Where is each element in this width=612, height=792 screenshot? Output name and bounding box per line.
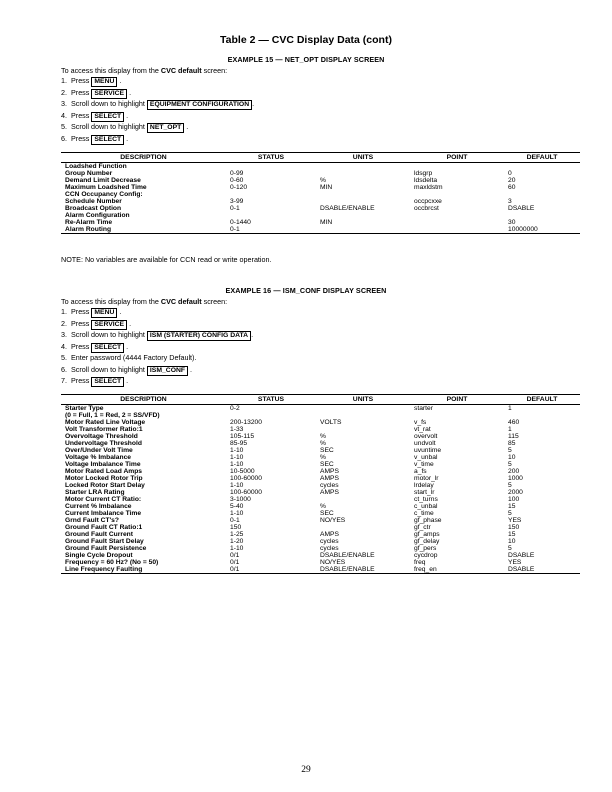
table-row bbox=[61, 538, 580, 545]
softkey-label: SELECT bbox=[91, 112, 124, 122]
table-cell: Maximum Loadshed Time bbox=[65, 184, 147, 191]
table-row bbox=[61, 198, 580, 205]
table-cell: gf_pers bbox=[414, 545, 437, 552]
table-cell: 1-10 bbox=[230, 510, 244, 517]
table-cell bbox=[410, 219, 504, 226]
table-cell: Ground Fault Persistence bbox=[65, 545, 147, 552]
table-cell: 15 bbox=[508, 503, 516, 510]
step-suffix: . bbox=[124, 376, 129, 385]
table-cell bbox=[410, 191, 504, 198]
table-cell: 1-20 bbox=[230, 538, 244, 545]
instruction-step bbox=[61, 98, 254, 110]
table-cell: Locked Rotor Start Delay bbox=[65, 482, 145, 489]
table-cell: Ground Fault CT Ratio:1 bbox=[65, 524, 143, 531]
table-row bbox=[61, 531, 580, 538]
step-text: Enter password (4444 Factory Default). bbox=[71, 353, 197, 362]
table-cell: VOLTS bbox=[320, 419, 342, 426]
table-cell bbox=[410, 212, 504, 219]
table-cell: 5 bbox=[508, 545, 512, 552]
table-cell: c_unbal bbox=[414, 503, 438, 510]
table-cell: NO/YES bbox=[320, 559, 346, 566]
table-row bbox=[61, 191, 580, 198]
table-cell bbox=[316, 170, 410, 177]
table-header-row bbox=[61, 395, 580, 405]
table-row bbox=[61, 170, 580, 177]
step-suffix: . bbox=[124, 110, 129, 120]
table-row bbox=[61, 517, 580, 524]
softkey-label: SELECT bbox=[91, 377, 124, 387]
page-number: 29 bbox=[301, 765, 311, 775]
table-cell: % bbox=[320, 440, 326, 447]
table-cell: Re-Alarm Time bbox=[65, 219, 113, 226]
table-row bbox=[61, 503, 580, 510]
table-cell: overvolt bbox=[414, 433, 438, 440]
table-cell: 15 bbox=[508, 531, 516, 538]
step-text: Scroll down to highlight bbox=[71, 330, 147, 339]
step-number: 2. bbox=[61, 318, 67, 328]
column-header: STATUS bbox=[226, 395, 316, 405]
instruction-step bbox=[61, 306, 253, 318]
table-row bbox=[61, 461, 580, 468]
table-row bbox=[61, 219, 580, 226]
softkey-label: MENU bbox=[91, 308, 117, 318]
table-title: Table 2 — CVC Display Data (cont) bbox=[220, 34, 392, 46]
table-cell: lrdelay bbox=[414, 482, 434, 489]
instruction-step bbox=[61, 352, 253, 364]
table-cell: Alarm Routing bbox=[61, 226, 226, 234]
table-cell: AMPS bbox=[320, 468, 339, 475]
softkey-label: EQUIPMENT CONFIGURATION bbox=[147, 100, 252, 110]
step-text: Press bbox=[71, 376, 92, 385]
table-cell: AMPS bbox=[320, 489, 339, 496]
table-cell: YES bbox=[508, 517, 522, 524]
column-header: DESCRIPTION bbox=[61, 153, 226, 163]
table-cell: 115 bbox=[508, 433, 519, 440]
softkey-label: MENU bbox=[91, 77, 117, 87]
table-cell bbox=[226, 412, 316, 419]
table-cell: 0-1 bbox=[230, 205, 240, 212]
table-row bbox=[61, 552, 580, 559]
table-cell: YES bbox=[508, 559, 522, 566]
net-opt-table bbox=[61, 152, 580, 234]
table-row bbox=[61, 426, 580, 433]
table-cell: 60 bbox=[508, 184, 516, 191]
column-header: UNITS bbox=[316, 395, 410, 405]
table-cell: 5 bbox=[508, 447, 512, 454]
step-suffix: . bbox=[124, 133, 129, 143]
table-cell: gf_ctr bbox=[414, 524, 431, 531]
example-16-steps bbox=[61, 306, 253, 387]
table-header-row bbox=[61, 153, 580, 163]
table-cell: 10 bbox=[508, 454, 516, 461]
table-cell: NO/YES bbox=[320, 517, 346, 524]
table-row bbox=[61, 177, 580, 184]
table-cell: SEC bbox=[320, 510, 334, 517]
step-text: Scroll down to highlight bbox=[71, 99, 147, 108]
softkey-label: ISM (STARTER) CONFIG DATA bbox=[147, 331, 251, 341]
step-number: 4. bbox=[61, 341, 67, 351]
step-text: Press bbox=[71, 318, 92, 328]
table-cell bbox=[226, 212, 316, 219]
table-cell: gf_phase bbox=[414, 517, 442, 524]
table-cell: 10000000 bbox=[504, 226, 580, 234]
example-15-title: EXAMPLE 15 — NET_OPT DISPLAY SCREEN bbox=[227, 55, 385, 64]
table-cell bbox=[316, 405, 410, 413]
step-text: Press bbox=[71, 133, 92, 143]
table-cell: 85 bbox=[508, 440, 516, 447]
table-cell: 0-1 bbox=[226, 226, 316, 234]
table-cell bbox=[410, 412, 504, 419]
table-cell bbox=[316, 226, 410, 234]
table-cell: DSABLE/ENABLE bbox=[320, 205, 375, 212]
table-cell bbox=[316, 191, 410, 198]
step-text: Press bbox=[71, 341, 92, 351]
softkey-label: SERVICE bbox=[91, 320, 127, 330]
table-cell: 1-10 bbox=[230, 454, 244, 461]
table-cell: ldsdelta bbox=[414, 177, 438, 184]
example-16-intro: To access this display from the CVC default screen: bbox=[61, 297, 228, 306]
table-cell: Loadshed Function bbox=[65, 163, 127, 170]
example-16-title: EXAMPLE 16 — ISM_CONF DISPLAY SCREEN bbox=[225, 286, 387, 295]
table-row bbox=[61, 510, 580, 517]
table-cell: 0/1 bbox=[230, 559, 240, 566]
step-number: 3. bbox=[61, 99, 67, 108]
step-number: 6. bbox=[61, 364, 67, 374]
table-row bbox=[61, 212, 580, 219]
example-15-steps bbox=[61, 75, 254, 144]
instruction-step bbox=[61, 329, 253, 341]
step-number: 1. bbox=[61, 307, 67, 316]
column-header: DEFAULT bbox=[504, 153, 580, 163]
table-cell: vt_rat bbox=[414, 426, 431, 433]
table-cell: 150 bbox=[230, 524, 242, 531]
table-cell: Starter LRA Rating bbox=[65, 489, 125, 496]
table-cell: ldsgrp bbox=[414, 170, 433, 177]
table-cell: AMPS bbox=[320, 531, 339, 538]
table-cell: 0/1 bbox=[226, 566, 316, 574]
table-row bbox=[61, 163, 580, 171]
table-cell: % bbox=[320, 454, 326, 461]
table-cell: SEC bbox=[320, 447, 334, 454]
table-cell: 150 bbox=[508, 524, 520, 531]
table-row bbox=[61, 482, 580, 489]
step-suffix: . bbox=[127, 318, 132, 328]
table-cell: uvuntime bbox=[414, 447, 442, 454]
column-header: UNITS bbox=[316, 153, 410, 163]
table-cell bbox=[410, 226, 504, 234]
table-cell: Schedule Number bbox=[65, 198, 122, 205]
table-cell: Demand Limit Decrease bbox=[65, 177, 141, 184]
table-row bbox=[61, 468, 580, 475]
column-header: POINT bbox=[410, 395, 504, 405]
table-cell: 0 bbox=[508, 170, 512, 177]
table-cell: DSABLE/ENABLE bbox=[316, 566, 410, 574]
instruction-step bbox=[61, 375, 253, 387]
table-cell: 1-10 bbox=[230, 482, 244, 489]
table-cell: DSABLE bbox=[508, 205, 535, 212]
table-cell: Voltage % Imbalance bbox=[65, 454, 132, 461]
table-cell: cycles bbox=[320, 545, 339, 552]
instruction-step bbox=[61, 75, 254, 87]
step-suffix: . bbox=[117, 76, 122, 85]
table-cell: 200-13200 bbox=[230, 419, 262, 426]
table-cell: % bbox=[320, 433, 326, 440]
table-cell bbox=[410, 163, 504, 171]
step-suffix: . bbox=[127, 87, 132, 97]
table-cell: 100 bbox=[508, 496, 520, 503]
instruction-step bbox=[61, 110, 254, 122]
table-row bbox=[61, 475, 580, 482]
instruction-step bbox=[61, 341, 253, 353]
table-cell: 30 bbox=[508, 219, 516, 226]
step-suffix: . bbox=[252, 99, 255, 108]
table-cell: Single Cycle Dropout bbox=[65, 552, 133, 559]
table-cell: Over/Under Volt Time bbox=[65, 447, 133, 454]
step-text: Scroll down to highlight bbox=[71, 364, 147, 374]
step-number: 5. bbox=[61, 353, 67, 362]
table-row bbox=[61, 226, 580, 234]
column-header: POINT bbox=[410, 153, 504, 163]
table-cell: 200 bbox=[508, 468, 520, 475]
step-suffix: . bbox=[117, 307, 122, 316]
table-cell: 1-10 bbox=[230, 461, 244, 468]
step-text: Press bbox=[71, 110, 92, 120]
table-cell: v_time bbox=[414, 461, 434, 468]
table-cell: Undervoltage Threshold bbox=[65, 440, 142, 447]
table-cell: freq_en bbox=[410, 566, 504, 574]
table-cell: 1 bbox=[508, 426, 512, 433]
ism-conf-table bbox=[61, 394, 580, 574]
table-cell bbox=[316, 496, 410, 503]
step-number: 2. bbox=[61, 87, 67, 97]
table-cell bbox=[504, 191, 580, 198]
table-cell: 5 bbox=[508, 461, 512, 468]
table-cell: Ground Fault Start Delay bbox=[65, 538, 144, 545]
table-cell: 0-99 bbox=[230, 170, 244, 177]
table-cell bbox=[316, 212, 410, 219]
table-cell: DSABLE bbox=[508, 552, 535, 559]
table-cell: Alarm Configuration bbox=[65, 212, 130, 219]
table-cell: 1-25 bbox=[230, 531, 244, 538]
step-suffix: . bbox=[124, 341, 129, 351]
step-text: Press bbox=[71, 87, 92, 97]
table-cell: Group Number bbox=[65, 170, 113, 177]
table-cell: DSABLE/ENABLE bbox=[320, 552, 375, 559]
table-cell: 10-5000 bbox=[230, 468, 255, 475]
table-cell: Motor Rated Line Voltage bbox=[65, 419, 146, 426]
table-row bbox=[61, 184, 580, 191]
table-cell: 5-40 bbox=[230, 503, 244, 510]
table-cell: gf_amps bbox=[414, 531, 440, 538]
table-cell: 100-60000 bbox=[230, 489, 262, 496]
step-text: Press bbox=[71, 76, 92, 85]
table-cell: 0-120 bbox=[230, 184, 248, 191]
table-row bbox=[61, 496, 580, 503]
table-cell bbox=[316, 163, 410, 171]
table-cell: maxldstm bbox=[414, 184, 443, 191]
table-cell: v_fs bbox=[414, 419, 427, 426]
table-cell: Ground Fault Current bbox=[65, 531, 133, 538]
table-row bbox=[61, 454, 580, 461]
table-cell: 1000 bbox=[508, 475, 523, 482]
table-cell: 85-95 bbox=[230, 440, 248, 447]
table-cell: 3 bbox=[508, 198, 512, 205]
table-row bbox=[61, 433, 580, 440]
table-cell: a_fs bbox=[414, 468, 427, 475]
table-cell: SEC bbox=[320, 461, 334, 468]
instruction-step bbox=[61, 87, 254, 99]
instruction-step bbox=[61, 133, 254, 145]
table-cell bbox=[316, 426, 410, 433]
table-cell: cycles bbox=[320, 538, 339, 545]
table-cell: 1 bbox=[508, 405, 512, 412]
table-cell: cycdrop bbox=[414, 552, 438, 559]
column-header: DESCRIPTION bbox=[61, 395, 226, 405]
step-number: 5. bbox=[61, 122, 67, 131]
table-cell: 5 bbox=[508, 482, 512, 489]
table-cell: v_unbal bbox=[414, 454, 438, 461]
table-cell: 3-99 bbox=[230, 198, 244, 205]
instruction-step bbox=[61, 364, 253, 376]
table-cell bbox=[316, 198, 410, 205]
table-row bbox=[61, 412, 580, 419]
table-cell: ct_turns bbox=[414, 496, 438, 503]
table-cell: Overvoltage Threshold bbox=[65, 433, 138, 440]
table-cell bbox=[226, 191, 316, 198]
step-number: 6. bbox=[61, 133, 67, 143]
table-cell: 3-1000 bbox=[230, 496, 251, 503]
table-cell: 5 bbox=[508, 510, 512, 517]
table-row bbox=[61, 524, 580, 531]
table-cell: motor_lr bbox=[414, 475, 439, 482]
table-cell: CCN Occupancy Config: bbox=[65, 191, 143, 198]
table-cell: occpcxxe bbox=[414, 198, 442, 205]
table-cell: freq bbox=[414, 559, 426, 566]
table-cell: 105-115 bbox=[230, 433, 255, 440]
table-cell: % bbox=[320, 503, 326, 510]
table-cell: 0-1 bbox=[230, 517, 240, 524]
table-cell: undvolt bbox=[414, 440, 436, 447]
table-cell: 10 bbox=[508, 538, 516, 545]
table-row bbox=[61, 559, 580, 566]
table-row bbox=[61, 419, 580, 426]
table-cell: Motor Current CT Ratio: bbox=[65, 496, 142, 503]
table-cell: c_time bbox=[414, 510, 434, 517]
table-row bbox=[61, 440, 580, 447]
table-row bbox=[61, 447, 580, 454]
table-cell bbox=[504, 412, 580, 419]
table-cell: Broadcast Option bbox=[65, 205, 122, 212]
table-row bbox=[61, 405, 580, 413]
table-cell: Volt Transformer Ratio:1 bbox=[65, 426, 143, 433]
table-cell bbox=[316, 524, 410, 531]
table-cell: AMPS bbox=[320, 475, 339, 482]
table-row bbox=[61, 489, 580, 496]
table-cell: 0-60 bbox=[230, 177, 244, 184]
table-cell: Motor Rated Load Amps bbox=[65, 468, 143, 475]
step-text: Press bbox=[71, 307, 92, 316]
instruction-step bbox=[61, 318, 253, 330]
table-cell: Frequency = 60 Hz? (No = 50) bbox=[65, 559, 159, 566]
softkey-label: ISM_CONF bbox=[147, 366, 188, 376]
softkey-label: SERVICE bbox=[91, 89, 127, 99]
table-cell: MIN bbox=[320, 219, 333, 226]
table-cell: 0/1 bbox=[230, 552, 240, 559]
table-cell: 460 bbox=[508, 419, 520, 426]
table-cell: (0 = Full, 1 = Red, 2 = SS/VFD) bbox=[65, 412, 160, 419]
table-cell bbox=[226, 163, 316, 171]
table-cell: 0-1440 bbox=[230, 219, 251, 226]
step-number: 3. bbox=[61, 330, 67, 339]
table-cell: 1-10 bbox=[230, 447, 244, 454]
table-row bbox=[61, 566, 580, 574]
table-cell: 2000 bbox=[508, 489, 523, 496]
table-cell: Starter Type bbox=[65, 405, 104, 412]
instruction-step bbox=[61, 121, 254, 133]
table-cell: Line Frequency Faulting bbox=[61, 566, 226, 574]
ccn-note: NOTE: No variables are available for CCN read or write operation. bbox=[61, 255, 272, 264]
table-cell: Current Imbalance Time bbox=[65, 510, 142, 517]
example-15-intro: To access this display from the CVC default screen: bbox=[61, 66, 228, 75]
column-header: DEFAULT bbox=[504, 395, 580, 405]
step-suffix: . bbox=[188, 364, 193, 374]
table-cell: starter bbox=[414, 405, 433, 412]
table-cell: MIN bbox=[320, 184, 333, 191]
softkey-label: SELECT bbox=[91, 135, 124, 145]
softkey-label: NET_OPT bbox=[147, 123, 184, 133]
table-row bbox=[61, 545, 580, 552]
table-cell bbox=[504, 212, 580, 219]
table-cell: gf_delay bbox=[414, 538, 440, 545]
step-text: Scroll down to highlight bbox=[71, 122, 147, 131]
step-number: 7. bbox=[61, 376, 67, 385]
table-cell: Voltage Imbalance Time bbox=[65, 461, 141, 468]
table-cell: occbrcst bbox=[414, 205, 439, 212]
table-cell bbox=[504, 163, 580, 171]
table-cell: start_lr bbox=[414, 489, 435, 496]
table-cell bbox=[316, 412, 410, 419]
step-number: 4. bbox=[61, 110, 67, 120]
table-cell: DSABLE bbox=[504, 566, 580, 574]
table-cell: % bbox=[320, 177, 326, 184]
column-header: STATUS bbox=[226, 153, 316, 163]
table-cell: Current % Imbalance bbox=[65, 503, 132, 510]
table-cell: 0-2 bbox=[230, 405, 240, 412]
step-number: 1. bbox=[61, 76, 67, 85]
table-cell: 100-60000 bbox=[230, 475, 262, 482]
table-row bbox=[61, 205, 580, 212]
table-cell: cycles bbox=[320, 482, 339, 489]
table-cell: 1-33 bbox=[230, 426, 244, 433]
table-cell: Grnd Fault CT's? bbox=[65, 517, 119, 524]
table-cell: 1-10 bbox=[230, 545, 244, 552]
table-cell: Motor Locked Rotor Trip bbox=[65, 475, 143, 482]
step-suffix: . bbox=[251, 330, 254, 339]
step-suffix: . bbox=[184, 122, 189, 131]
table-cell: 20 bbox=[508, 177, 516, 184]
softkey-label: SELECT bbox=[91, 343, 124, 353]
